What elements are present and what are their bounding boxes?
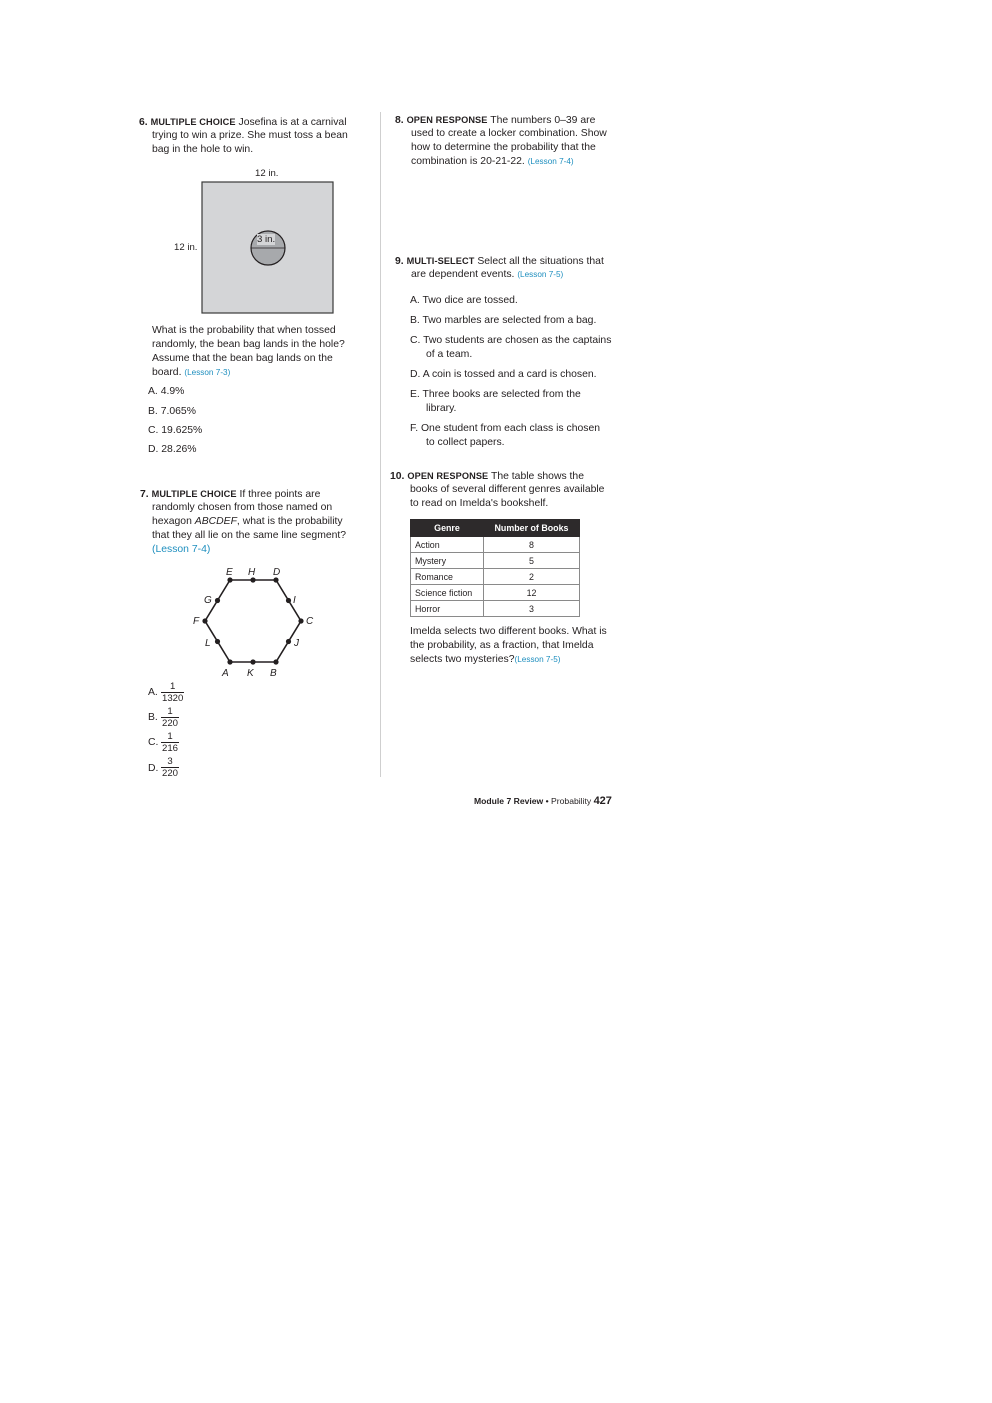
point-i bbox=[286, 598, 291, 603]
count-cell: 3 bbox=[484, 601, 580, 617]
footer-module: Module 7 Review bbox=[474, 796, 544, 806]
q10-type: OPEN RESPONSE bbox=[407, 471, 489, 481]
q7-option-c-letter: C. bbox=[148, 737, 159, 748]
page-footer bbox=[474, 795, 612, 807]
q9-type: MULTI-SELECT bbox=[406, 256, 475, 266]
number-column-header: Number of Books bbox=[484, 520, 580, 537]
table-row bbox=[411, 553, 580, 569]
q7-option-b-letter: B. bbox=[148, 712, 158, 723]
q7-line-3 bbox=[152, 515, 343, 529]
label-e: E bbox=[226, 567, 233, 578]
q10-question-line-2: the probability, as a fraction, that Imelda bbox=[410, 640, 594, 651]
q10-line-3: to read on Imelda's bookshelf. bbox=[410, 498, 549, 509]
count-cell: 12 bbox=[484, 585, 580, 601]
q10-prompt bbox=[390, 469, 584, 484]
q9-option-f-line-2: to collect papers. bbox=[426, 437, 505, 448]
q8-lesson-link[interactable]: (Lesson 7-4) bbox=[527, 157, 574, 166]
point-b bbox=[273, 659, 278, 664]
q6-option-a[interactable]: A. 4.9% bbox=[148, 386, 185, 397]
q9-option-a[interactable]: A. Two dice are tossed. bbox=[410, 295, 518, 306]
label-g: G bbox=[204, 595, 212, 606]
column-divider bbox=[380, 112, 381, 777]
label-j: J bbox=[294, 638, 299, 649]
point-k bbox=[250, 659, 255, 664]
point-c bbox=[298, 618, 303, 623]
q9-line-2 bbox=[411, 268, 563, 282]
q7-option-a-fraction bbox=[161, 681, 184, 704]
genre-column-header: Genre bbox=[411, 520, 484, 537]
q10-lesson-link[interactable]: (Lesson 7-5) bbox=[514, 655, 561, 664]
q8-line-3: how to determine the probability that the bbox=[411, 142, 596, 153]
q9-option-e-line-1: E. Three books are selected from the bbox=[410, 389, 581, 400]
q9-number: 9. bbox=[395, 256, 404, 267]
table-row bbox=[411, 585, 580, 601]
genre-cell: Horror bbox=[411, 601, 484, 617]
q9-option-c-line-2: of a team. bbox=[426, 349, 473, 360]
q7-option-d-fraction bbox=[161, 756, 179, 779]
q7-option-d-letter: D. bbox=[148, 763, 159, 774]
label-d: D bbox=[273, 567, 281, 578]
label-f: F bbox=[193, 616, 200, 627]
q7-option-d-denominator: 220 bbox=[162, 768, 179, 779]
q7-line-1: If three points are bbox=[239, 489, 321, 500]
q7-option-b-denominator: 220 bbox=[162, 718, 179, 729]
q7-type: MULTIPLE CHOICE bbox=[151, 489, 237, 499]
q6-line-2: trying to win a prize. She must toss a bean bbox=[152, 130, 348, 141]
table-row bbox=[411, 537, 580, 553]
q7-hexagon-name: ABCDEF bbox=[194, 516, 237, 527]
q7-prompt bbox=[140, 487, 320, 502]
q7-line-2: randomly chosen from those named on bbox=[152, 502, 333, 513]
q8-line-4-text: combination is 20-21-22. bbox=[411, 156, 525, 167]
q9-line-1: Select all the situations that bbox=[477, 256, 604, 267]
q6-hole-dimension: 3 in. bbox=[257, 234, 276, 245]
bean-bag-board-figure bbox=[200, 180, 336, 316]
q9-lesson-link[interactable]: (Lesson 7-5) bbox=[517, 270, 564, 279]
q8-prompt bbox=[395, 113, 595, 128]
genre-cell: Action bbox=[411, 537, 484, 553]
q7-option-b-fraction bbox=[161, 706, 179, 729]
q6-question-line-3: Assume that the bean bag lands on the bbox=[152, 353, 333, 364]
q6-lesson-link[interactable]: (Lesson 7-3) bbox=[184, 368, 231, 377]
point-d bbox=[273, 577, 278, 582]
q7-option-b-numerator: 1 bbox=[167, 706, 173, 717]
label-h: H bbox=[248, 567, 256, 578]
q6-line-1: Josefina is at a carnival bbox=[238, 117, 347, 128]
q8-number: 8. bbox=[395, 115, 404, 126]
q7-line-3-prefix: hexagon bbox=[152, 516, 195, 527]
q10-question-line-1: Imelda selects two different books. What is bbox=[410, 626, 607, 637]
books-table bbox=[410, 519, 580, 617]
point-h bbox=[250, 577, 255, 582]
q6-top-dimension: 12 in. bbox=[255, 168, 279, 179]
q6-number: 6. bbox=[139, 117, 148, 128]
q8-line-4 bbox=[411, 155, 574, 169]
q7-number: 7. bbox=[140, 489, 149, 500]
label-b: B bbox=[270, 668, 277, 679]
q7-line-3-suffix: , what is the probability bbox=[236, 516, 343, 527]
q7-option-a-letter: A. bbox=[148, 687, 158, 698]
hexagon-outline bbox=[205, 580, 301, 662]
q6-question-line-4-text: board. bbox=[152, 367, 182, 378]
q7-option-c-numerator: 1 bbox=[167, 731, 173, 742]
q10-line-2: books of several different genres available bbox=[410, 484, 605, 495]
q6-question-line-1: What is the probability that when tossed bbox=[152, 325, 336, 336]
footer-topic: Probability bbox=[551, 796, 592, 806]
label-l: L bbox=[205, 638, 211, 649]
point-j bbox=[286, 639, 291, 644]
q10-question-line-3-text: selects two mysteries? bbox=[410, 654, 515, 665]
q9-prompt bbox=[395, 254, 604, 269]
q6-question-line-2: randomly, the bean bag lands in the hole? bbox=[152, 339, 345, 350]
point-l bbox=[215, 639, 220, 644]
count-cell: 5 bbox=[484, 553, 580, 569]
genre-cell: Mystery bbox=[411, 553, 484, 569]
q7-option-c-denominator: 216 bbox=[162, 743, 179, 754]
q7-option-a-numerator: 1 bbox=[170, 681, 176, 692]
label-a: A bbox=[222, 668, 229, 679]
q10-number: 10. bbox=[390, 471, 405, 482]
q9-option-b[interactable]: B. Two marbles are selected from a bag. bbox=[410, 315, 597, 326]
q6-line-3: bag in the hole to win. bbox=[152, 144, 254, 155]
label-k: K bbox=[247, 668, 254, 679]
q7-lesson-link[interactable]: (Lesson 7-4) bbox=[152, 544, 211, 555]
q7-option-c-fraction bbox=[161, 731, 179, 754]
footer-bullet: • bbox=[545, 796, 549, 806]
q6-option-b[interactable]: B. 7.065% bbox=[148, 406, 196, 417]
point-a bbox=[227, 659, 232, 664]
q9-option-c-line-1: C. Two students are chosen as the captains bbox=[410, 335, 612, 346]
genre-cell: Science fiction bbox=[411, 585, 484, 601]
q9-option-f-line-1: F. One student from each class is chosen bbox=[410, 423, 601, 434]
q6-side-dimension: 12 in. bbox=[174, 242, 198, 253]
q10-line-1: The table shows the bbox=[491, 471, 584, 482]
q6-question-line-4 bbox=[152, 366, 230, 380]
q9-option-d[interactable]: D. A coin is tossed and a card is chosen. bbox=[410, 369, 597, 380]
label-i: I bbox=[293, 595, 296, 606]
q8-line-2: used to create a locker combination. Show bbox=[411, 128, 607, 139]
q9-option-e-line-2: library. bbox=[426, 403, 457, 414]
q6-option-d[interactable]: D. 28.26% bbox=[148, 444, 197, 455]
table-header-row bbox=[411, 520, 580, 537]
q9-line-2-text: are dependent events. bbox=[411, 269, 515, 280]
point-e bbox=[227, 577, 232, 582]
q8-line-1: The numbers 0–39 are bbox=[490, 115, 596, 126]
table-row bbox=[411, 569, 580, 585]
q10-question-line-3 bbox=[410, 653, 560, 667]
q6-prompt bbox=[139, 115, 347, 130]
q7-option-d-numerator: 3 bbox=[167, 756, 173, 767]
hexagon-figure bbox=[190, 570, 320, 670]
q7-option-a-denominator: 1320 bbox=[162, 693, 184, 704]
count-cell: 8 bbox=[484, 537, 580, 553]
q6-type: MULTIPLE CHOICE bbox=[150, 117, 236, 127]
genre-cell: Romance bbox=[411, 569, 484, 585]
count-cell: 2 bbox=[484, 569, 580, 585]
q8-type: OPEN RESPONSE bbox=[406, 115, 488, 125]
label-c: C bbox=[306, 616, 314, 627]
q6-option-c[interactable]: C. 19.625% bbox=[148, 425, 203, 436]
table-row bbox=[411, 601, 580, 617]
q7-line-4: that they all lie on the same line segment? bbox=[152, 530, 347, 541]
page-number: 427 bbox=[593, 795, 612, 807]
point-g bbox=[215, 598, 220, 603]
point-f bbox=[202, 618, 207, 623]
